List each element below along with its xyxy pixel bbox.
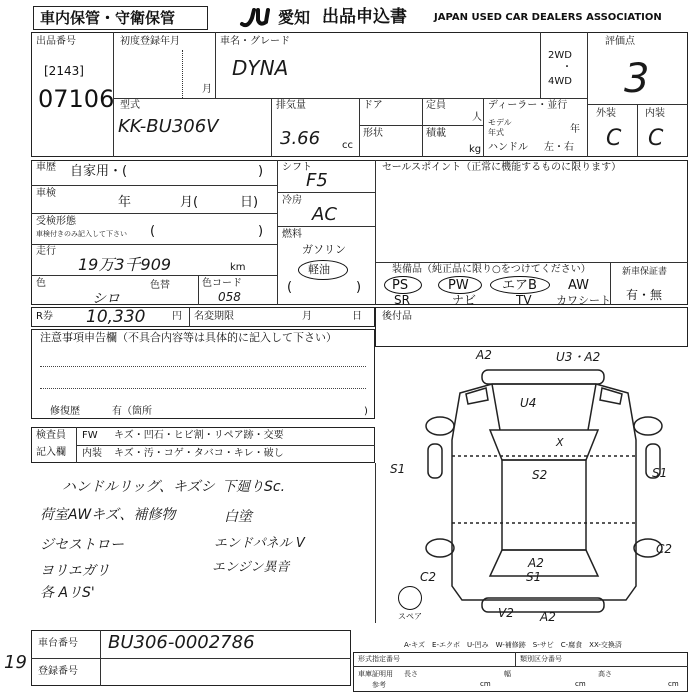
registration-label: 登録番号 xyxy=(38,666,78,677)
equipment-label: 装備品（純正品に限り○をつけてください） xyxy=(392,264,591,275)
first-registration-month-unit: 月 xyxy=(202,84,212,95)
model-year-label: モデル年式 xyxy=(488,118,512,137)
receipt-label: 受検形態 xyxy=(36,216,76,227)
remark-8: エンドパネル V xyxy=(214,536,305,551)
form-title: 出品申込書 xyxy=(322,7,407,27)
checker-row2-label: 内装 xyxy=(82,448,102,459)
remark-2: 荷室AWキズ、補修物 xyxy=(40,507,176,523)
checker-row1: キズ・凹石・ヒビ割・リペア跡・交要 xyxy=(114,430,284,441)
remark-3: ジセストロー xyxy=(40,537,124,553)
handle-options: 左・右 xyxy=(544,142,574,153)
recycle-value: 10,330 xyxy=(86,307,146,327)
model-year-unit: 年 xyxy=(570,124,580,135)
fuel-paren-close: ) xyxy=(356,280,362,295)
warranty-label: 新車保証書 xyxy=(622,267,668,277)
grade-cert-label-2: 類別区分番号 xyxy=(520,655,562,663)
color-code-label: 色コード xyxy=(202,278,242,289)
remark-1: ハンドルリッグ、キズシ xyxy=(62,479,215,495)
lot-number: 07106 xyxy=(38,85,115,113)
mark-rear-v2: V2 xyxy=(498,606,514,620)
repair-value: 有（箇所 xyxy=(112,406,152,417)
repair-label: 修復歴 xyxy=(50,406,80,417)
vehicle-cert-width-unit: cm xyxy=(575,680,586,688)
car-name-label: 車名・グレード xyxy=(220,36,290,47)
aircon-label: 冷房 xyxy=(282,195,302,206)
vehicle-cert-length: 長さ xyxy=(404,670,418,678)
fuel-label: 燃料 xyxy=(282,229,302,240)
ju-logo xyxy=(238,6,278,30)
interior-value: C xyxy=(648,126,664,151)
model-label: 型式 xyxy=(120,100,140,111)
checker-label-1: 検査員 xyxy=(36,430,66,441)
mark-rear-s1: S1 xyxy=(526,570,542,584)
remark-7: 白塗 xyxy=(224,509,252,525)
exterior-value: C xyxy=(606,126,622,151)
drive-separator: ・ xyxy=(562,62,572,73)
name-change-month: 月 xyxy=(302,311,312,322)
car-name-value: DYNA xyxy=(232,56,289,80)
displacement-value: 3.66 xyxy=(280,128,321,149)
aircon-value: AC xyxy=(312,204,337,225)
displacement-unit: cc xyxy=(342,140,353,151)
remark-9: エンジン異音 xyxy=(212,560,290,575)
mark-left-wheel: C2 xyxy=(420,570,437,584)
damage-legend: A-キズ E-エクボ U-凹み W-補修跡 S-サビ C-腐食 XX-交換済 xyxy=(404,641,622,649)
handle-label: ハンドル xyxy=(488,142,528,153)
grade-score-label: 評価点 xyxy=(605,36,635,47)
history-label: 車歴 xyxy=(36,162,56,173)
model-value: KK-BU306V xyxy=(118,116,219,137)
association-name: JAPAN USED CAR DEALERS ASSOCIATION xyxy=(434,12,662,23)
storage-label: 車内保管・守衛保管 xyxy=(40,9,176,27)
equip-sr: SR xyxy=(394,293,410,307)
dealer-label: ディーラー・並行 xyxy=(488,100,568,111)
grade-score-value: 3 xyxy=(624,56,650,102)
capacity-unit: 人 xyxy=(472,112,482,123)
inspection-day: 日) xyxy=(240,195,259,210)
door-label: ドア xyxy=(363,100,383,111)
mark-right-side: S1 xyxy=(652,466,668,480)
inspection-label: 車検 xyxy=(36,188,56,199)
mileage-label: 走行 xyxy=(36,246,56,257)
car-damage-diagram xyxy=(400,348,690,628)
vehicle-cert-label: 車庫証明用 xyxy=(358,670,393,678)
name-change-label: 名変期限 xyxy=(194,311,234,322)
remark-5: 各 AリS' xyxy=(40,585,95,601)
mileage-unit: km xyxy=(230,262,246,273)
sales-point-label: セールスポイント（正常に機能するものに限ります） xyxy=(382,162,622,173)
load-label: 積載 xyxy=(426,128,446,139)
equip-aw: AW xyxy=(568,278,590,293)
recycle-label: R券 xyxy=(36,311,53,322)
equip-leather-seat: カワシート xyxy=(556,294,611,307)
mark-roof-s2: S2 xyxy=(532,468,548,482)
mark-right-wheel: C2 xyxy=(656,542,673,556)
mark-hood: U4 xyxy=(520,396,537,410)
equip-pw: PW xyxy=(448,278,469,293)
vehicle-cert-height-unit: cm xyxy=(668,680,679,688)
drive-4wd: 4WD xyxy=(548,76,572,87)
mark-left-side: S1 xyxy=(390,462,406,476)
chassis-value: BU306-0002786 xyxy=(108,632,255,653)
fuel-paren-open: ( xyxy=(287,280,293,295)
grade-cert-label: 形式指定番号 xyxy=(358,655,400,663)
equip-tv: TV xyxy=(516,293,532,307)
repair-close: ) xyxy=(364,406,368,417)
vehicle-cert-width: 幅 xyxy=(504,670,511,678)
after-market-frame xyxy=(375,307,688,347)
vehicle-cert-height: 高さ xyxy=(598,670,612,678)
checker-label-2: 記入欄 xyxy=(36,447,66,458)
shape-label: 形状 xyxy=(363,128,383,139)
mark-roof-x: X xyxy=(556,436,564,449)
warranty-options: 有・無 xyxy=(626,288,663,302)
drive-2wd: 2WD xyxy=(548,50,572,61)
exterior-label: 外装 xyxy=(596,108,616,119)
mileage-value: 19万3千909 xyxy=(78,255,172,274)
fuel-gasoline: ガソリン xyxy=(302,243,346,256)
inspection-year: 年 xyxy=(118,195,132,210)
spare-label: スペア xyxy=(398,612,422,621)
margin-mark: 19 xyxy=(4,652,27,673)
remark-6: 下廻りSc. xyxy=(222,479,286,495)
receipt-paren-open: ( xyxy=(150,224,156,239)
mark-rear-a2: A2 xyxy=(528,556,544,570)
lot-label: 出品番号 xyxy=(36,36,76,47)
equip-airbag: エアB xyxy=(502,278,537,293)
recycle-unit: 円 xyxy=(172,311,182,322)
after-market-label: 後付品 xyxy=(382,311,412,322)
checker-row2: キズ・汚・コゲ・タバコ・キレ・破し xyxy=(114,448,284,459)
remark-4: ヨリエガリ xyxy=(40,563,110,579)
color-change-label: 色替 xyxy=(150,280,170,291)
interior-label: 内装 xyxy=(645,108,665,119)
equip-navi: ナビ xyxy=(452,293,477,307)
mark-front-left: A2 xyxy=(476,348,492,362)
shift-label: シフト xyxy=(282,162,312,173)
shift-value: F5 xyxy=(306,170,328,191)
notes-label: 注意事項申告欄（不具合内容等は具体的に記入して下さい） xyxy=(40,331,337,344)
equip-ps: PS xyxy=(392,278,409,293)
displacement-label: 排気量 xyxy=(276,100,306,111)
ref-label: 参考 xyxy=(372,681,386,689)
load-unit: kg xyxy=(469,144,482,155)
first-registration-label: 初度登録年月 xyxy=(120,36,180,47)
name-change-day: 日 xyxy=(352,311,362,322)
fuel-diesel: 軽油 xyxy=(308,263,330,276)
chassis-label: 車台番号 xyxy=(38,638,78,649)
color-code-value: 058 xyxy=(218,290,241,304)
capacity-label: 定員 xyxy=(426,100,446,111)
org-name: 愛知 xyxy=(278,8,311,27)
mark-front-right: U3・A2 xyxy=(556,350,601,364)
receipt-paren-close: ) xyxy=(258,224,264,239)
color-value: シロ xyxy=(92,291,120,307)
lot-sub-number: [2143] xyxy=(44,64,84,78)
receipt-note: 車検付きのみ記入して下さい xyxy=(36,230,127,238)
mark-rear-right: A2 xyxy=(540,610,556,624)
history-value: 自家用・( xyxy=(70,164,128,179)
inspection-month: 月( xyxy=(180,195,199,210)
spare-tire-icon xyxy=(398,586,422,610)
history-close: ) xyxy=(258,164,264,179)
color-label: 色 xyxy=(36,278,46,289)
vehicle-cert-length-unit: cm xyxy=(480,680,491,688)
checker-row1-label: FW xyxy=(82,430,98,441)
